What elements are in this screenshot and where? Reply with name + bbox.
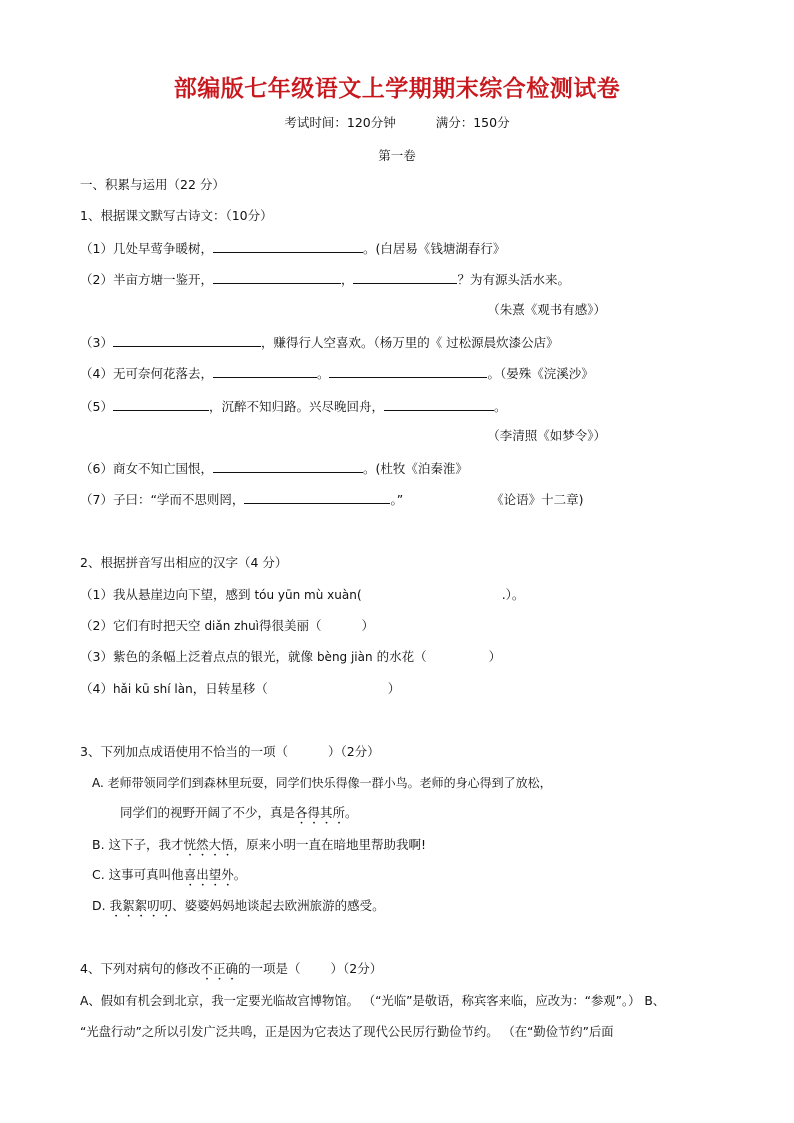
q1-l6-a: 商女不知亡国恨， [112,461,213,476]
answer-blank[interactable] [244,490,390,504]
q1-line-1 [80,239,505,258]
q2-l1-num: （1） [80,587,113,602]
q2-l4-b: ，日转星移（ [192,681,268,696]
q1-l5-source: （李清照《如梦令》） [487,428,606,443]
q1-l7-a: 子曰：“学而不思则罔， [112,492,245,507]
q1-l1-num: （1） [80,241,113,256]
q3-c-post: 。 [233,867,247,882]
answer-blank[interactable] [353,270,457,284]
pinyin: bèng jiàn [316,650,373,664]
q4-line-1: A、假如有机会到北京，我一定要光临故宫博物馆。 （“光临”是敬语，称宾客来临，应改为：“参观”。） B、 [80,994,666,1008]
answer-blank[interactable] [213,459,363,473]
q1-l2-c: ？为有源头活水来。 [457,272,570,287]
q3-option-d [92,897,385,920]
q1-l5-b: ，沉醉不知归路。兴尽晚回舟， [208,399,384,414]
q4-line-2: “光盘行动”之所以引发广泛共鸣，正是因为它表达了现代公民厉行勤俭节约。 （在“勤俭节约”后面 [80,1025,614,1039]
q2-l3-b: 的水花（ [372,649,427,664]
q1-l6-b: 。(杜牧《泊秦淮》 [362,461,468,476]
q3-d-pre: D. [92,898,110,913]
q1-l2-num: （2） [80,272,113,287]
q1-l3-num: （3） [80,335,113,350]
q1-l4-b: 。 [316,366,330,381]
q2-l2-a: 它们有时把天空 [112,618,205,633]
q2-line-3 [80,648,501,666]
q2-l2-b: 得很美丽（ [259,618,322,633]
q1-l7-b: 。” [390,492,404,507]
q3-heading-b: ）（2分） [327,744,380,759]
q1-l1-a: 几处早莺争暖树， [112,241,213,256]
q2-l1-c: .）。 [501,587,525,602]
q3-heading-a: 3、下列加点成语使用不恰当的一项（ [80,744,288,759]
q1-line-6 [80,459,468,478]
part-label: 第一卷 [378,148,416,163]
q2-line-1 [80,586,524,604]
section-heading: 一、积累与运用（22 分） [80,177,225,192]
answer-blank[interactable] [384,397,494,411]
q1-l7-num: （7） [80,492,113,507]
q3-option-c [92,866,246,889]
q1-l4-c: 。（晏殊《浣溪沙》 [487,366,594,381]
answer-blank[interactable] [213,239,363,253]
q1-l2-b: ， [340,272,354,287]
pinyin: hǎi kū shí làn [112,682,193,696]
pinyin: diǎn zhuì [204,619,260,633]
q3-option-b [92,836,426,859]
q2-l3-num: （3） [80,649,113,664]
q3-c-pre: C. 这事可真叫他 [92,867,184,882]
exam-time: 考试时间：120分钟 [284,115,396,130]
q1-l6-num: （6） [80,461,113,476]
q1-l4-num: （4） [80,366,113,381]
q3-a2-pre: 同学们的视野开阔了不少，真是 [120,805,296,820]
q2-l4-c: ） [387,681,401,696]
q4-heading-b: 的一项是（ [237,961,301,976]
exam-title: 部编版七年级语文上学期期末综合检测试卷 [173,75,621,102]
answer-blank[interactable] [213,364,317,378]
q1-l4-a: 无可奈何花落去， [112,366,213,381]
q4-heading-c: ）（2分） [330,961,383,976]
q3-d-idiom: 我絮絮叨叨 [109,898,173,913]
q1-line-5 [80,397,506,416]
exam-score: 满分：150分 [435,115,510,130]
q1-l2-source: （朱熹《观书有感》） [487,302,606,317]
q1-l5-c: 。 [493,399,507,414]
q2-l1-a: 我从悬崖边向下望，感到 [112,587,255,602]
q1-line-3 [80,333,559,352]
q2-line-4 [80,680,400,698]
q2-heading: 2、根据拼音写出相应的汉字（4 分） [80,555,288,570]
q3-option-a-line-1: A. 老师带领同学们到森林里玩耍，同学们快乐得像一群小鸟。老师的身心得到了放松， [92,776,552,790]
q2-l3-c: ） [488,649,502,664]
q2-l1-b: ( [356,587,362,602]
q3-option-a-line-2 [120,804,358,827]
q4-heading [80,960,382,983]
q4-heading-a: 4、下列对病句的修改 [80,961,201,976]
q2-l4-num: （4） [80,681,113,696]
q3-b-idiom: 恍然大悟 [183,837,234,852]
q2-line-2 [80,617,374,635]
q2-l2-num: （2） [80,618,113,633]
q3-d-post: 、婆婆妈妈地谈起去欧洲旅游的感受。 [172,898,385,913]
q3-b-pre: B. 这下子，我才 [92,837,184,852]
answer-blank[interactable] [329,364,487,378]
q3-a2-post: 。 [345,805,358,820]
q3-b-post: ，原来小明一直在暗地里帮助我啊! [233,837,427,852]
q4-heading-emph: 不正确 [200,961,238,976]
answer-blank[interactable] [113,333,261,347]
q2-l2-c: ） [361,618,375,633]
exam-meta [0,113,794,131]
q1-l7-source: 《论语》十二章) [491,492,584,507]
answer-blank[interactable] [213,270,341,284]
q1-l5-num: （5） [80,399,113,414]
q1-l1-b: 。(白居易《钱塘湖春行》 [362,241,506,256]
q1-l2-a: 半亩方塘一鉴开， [112,272,213,287]
pinyin: tóu yūn mù xuàn [254,588,357,602]
q1-line-2 [80,270,570,289]
q1-l3-b: ，赚得行人空喜欢。（杨万里的《 过松源晨炊漆公店》 [260,335,559,350]
q2-l3-a: 紫色的条幅上泛着点点的银光，就像 [112,649,317,664]
q1-line-4 [80,364,594,383]
q1-heading: 1、根据课文默写古诗文：（10分） [80,208,273,223]
q3-heading [80,743,380,761]
q1-line-7 [80,490,584,509]
answer-blank[interactable] [113,397,209,411]
q3-a2-idiom: 各得其所 [295,805,346,820]
q3-c-idiom: 喜出望外 [183,867,234,882]
